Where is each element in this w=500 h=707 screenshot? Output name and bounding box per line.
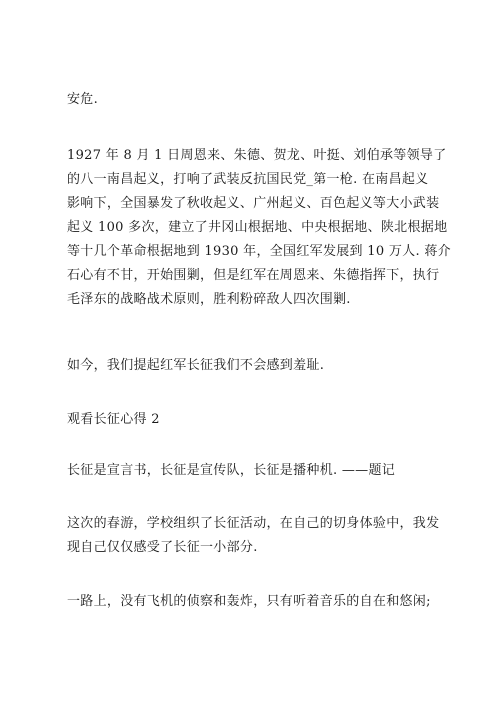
section-heading	[67, 408, 437, 432]
paragraph-spring-outing	[67, 512, 440, 560]
text-line: 如今，我们提起红军长征我们不会感到羞耻.	[67, 358, 325, 373]
text-line: 1927 年 8 月 1 日周恩来、朱德、贺龙、叶挺、刘伯承等领导了	[67, 148, 447, 163]
text-line: 长征是宣言书，长征是宣传队，长征是播种机. ——题记	[67, 463, 396, 478]
paragraph-history	[67, 144, 451, 312]
paragraph-fragment	[67, 88, 437, 112]
text-line: 等十几个革命根据地到 1930 年，全国红军发展到 10 万人. 蒋介	[67, 244, 451, 259]
paragraph-today	[67, 354, 437, 378]
heading-text: 观看长征心得 2	[67, 412, 160, 427]
epigraph	[67, 459, 437, 483]
text-line: 影响下，全国暴发了秋收起义、广州起义、百色起义等大小武装	[67, 196, 440, 211]
text-line: 现自己仅仅感受了长征一小部分.	[67, 540, 258, 555]
text-line: 毛泽东的战略战术原则，胜利粉碎敌人四次围剿.	[67, 292, 351, 307]
text-line: 一路上，没有飞机的侦察和轰炸，只有听着音乐的自在和悠闲;	[67, 594, 431, 609]
text-line: 这次的春游，学校组织了长征活动，在自己的切身体验中，我发	[67, 516, 440, 531]
text-line: 的八一南昌起义，打响了武装反抗国民党_第一枪. 在南昌起义	[67, 172, 429, 187]
paragraph-journey	[67, 590, 437, 614]
text-line: 起义 100 多次，建立了井冈山根据地、中央根据地、陕北根据地	[67, 220, 448, 235]
text-line: 石心有不甘，开始围剿，但是红军在周恩来、朱德指挥下，执行	[67, 268, 440, 283]
text-line: 安危.	[67, 92, 99, 107]
